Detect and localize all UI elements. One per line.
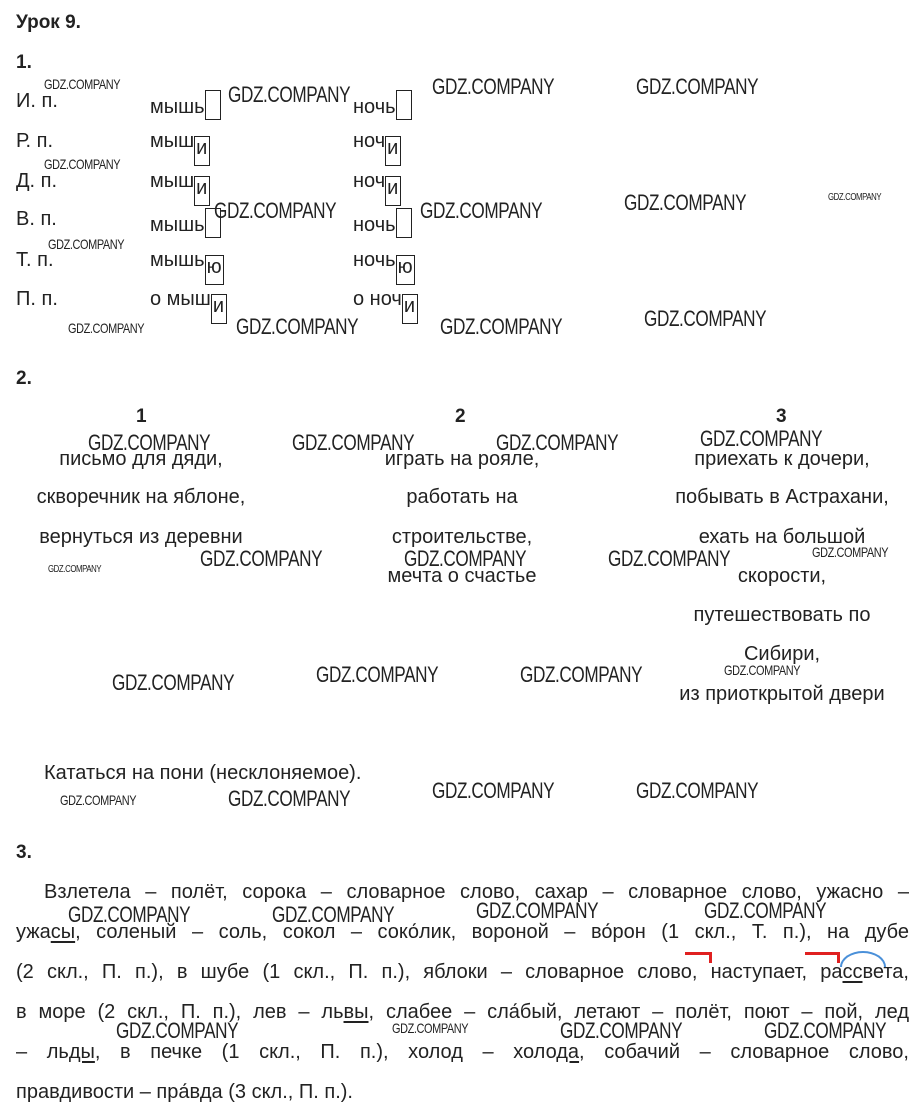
watermark-text: GDZ.COMPANY [644,306,767,331]
watermark-text: GDZ.COMPANY [272,902,395,927]
column-1-heading: 1 [136,406,147,427]
watermark-text: GDZ.COMPANY [828,192,882,203]
word-mouse-form: о мыш и [150,288,227,324]
case-label: И. п. [16,90,58,112]
prefix-marked-word-1: наступает [710,961,802,983]
ending-box: и [194,136,210,166]
watermark-text: GDZ.COMPANY [476,898,599,923]
word-night-form: ночь [353,208,412,238]
watermark-text: GDZ.COMPANY [214,198,337,223]
phrase: Сибири, [743,643,821,665]
paragraph-line: в море (2 скл., П. п.), лев – львы, слабее – сла́бый, летают – полёт, поют – пой, лед [16,1001,909,1023]
word-mouse-form: мыш и [150,170,210,206]
watermark-text: GDZ.COMPANY [88,430,211,455]
underlined-spelling: сс [842,961,863,983]
task-2-number: 2. [16,368,32,389]
phrase: вернуться из деревни [39,526,243,548]
watermark-text: GDZ.COMPANY [200,546,323,571]
task-3-number: 3. [16,842,32,863]
word-mouse-form: мышь ю [150,249,224,285]
phrase: скорости, [737,565,827,587]
watermark-text: GDZ.COMPANY [496,430,619,455]
column-2-heading: 2 [455,406,466,427]
paragraph-line: ужасы, соленый – соль, сокол – соко́лик, вороной – во́рон (1 скл., Т. п.), на дубе [16,921,909,943]
underlined-spelling: да [556,1041,580,1063]
watermark-text: GDZ.COMPANY [292,430,415,455]
watermark-text: GDZ.COMPANY [432,778,555,803]
prefix-mark [685,952,712,963]
watermark-text: GDZ.COMPANY [608,546,731,571]
task-1-number: 1. [16,52,32,73]
phrase: письмо для дяди, [59,448,223,470]
watermark-text: GDZ.COMPANY [764,1018,887,1043]
watermark-text: GDZ.COMPANY [60,792,137,808]
ending-box [396,90,412,120]
word-night-form: ноч и [353,170,401,206]
watermark-text: GDZ.COMPANY [44,156,121,172]
watermark-text: GDZ.COMPANY [812,544,889,560]
watermark-text: GDZ.COMPANY [228,82,351,107]
ending-box: и [385,136,401,166]
column-3-heading: 3 [776,406,787,427]
ending-box: и [385,176,401,206]
watermark-text: GDZ.COMPANY [48,236,125,252]
phrase: из приоткрытой двери [679,683,885,705]
watermark-text: GDZ.COMPANY [116,1018,239,1043]
watermark-text: GDZ.COMPANY [420,198,543,223]
word-night-form: ноч и [353,130,401,166]
watermark-text: GDZ.COMPANY [112,670,235,695]
phrase: ехать на большой [698,526,866,548]
underlined-spelling: ды [68,1041,95,1063]
case-label: Т. п. [16,249,54,271]
underlined-spelling: вы [343,1001,369,1023]
case-label: В. п. [16,208,57,230]
watermark-text: GDZ.COMPANY [700,426,823,451]
indeclinable-note: Кататься на пони (несклоняемое). [44,762,362,784]
ending-box: и [211,294,227,324]
word-night-form: о ноч и [353,288,418,324]
watermark-text: GDZ.COMPANY [48,564,102,575]
word-mouse-form: мышь [150,90,221,120]
ending-box [205,90,221,120]
phrase: приехать к дочери, [694,448,870,470]
phrase: путешествовать по [693,604,871,626]
paragraph-line: – льды, в печке (1 скл., П. п.), холод – холода, собачий – словарное слово, [16,1041,909,1063]
watermark-text: GDZ.COMPANY [704,898,827,923]
watermark-text: GDZ.COMPANY [68,320,145,336]
watermark-text: GDZ.COMPANY [316,662,439,687]
paragraph-line: правдивости – пра́вда (3 скл., П. п.). [16,1081,353,1103]
watermark-text: GDZ.COMPANY [624,190,747,215]
word-mouse-form: мышь [150,208,221,238]
watermark-text: GDZ.COMPANY [432,74,555,99]
phrase: мечта о счастье [387,565,537,587]
case-label: Р. п. [16,130,54,152]
ending-box: ю [205,255,224,285]
underlined-spelling: сы [50,921,76,943]
phrase: играть на рояле, [384,448,540,470]
ending-box [396,208,412,238]
word-night-form: ночь ю [353,249,415,285]
phrase: строительстве, [391,526,533,548]
watermark-text: GDZ.COMPANY [404,546,527,571]
watermark-text: GDZ.COMPANY [560,1018,683,1043]
watermark-text: GDZ.COMPANY [228,786,351,811]
prefix-mark [805,952,840,963]
watermark-text: GDZ.COMPANY [44,76,121,92]
phrase: работать на [406,486,518,508]
paragraph-line: Взлетела – полёт, сорока – словарное слово, сахар – словарное слово, ужасно – [44,881,909,903]
watermark-text: GDZ.COMPANY [520,662,643,687]
paragraph-line: (2 скл., П. п.), в шубе (1 скл., П. п.), яблоки – словарное слово, наступает, рассвета, [16,961,909,983]
word-mouse-form: мыш и [150,130,210,166]
watermark-text: GDZ.COMPANY [392,1020,469,1036]
case-label: Д. п. [16,170,58,192]
watermark-text: GDZ.COMPANY [724,662,801,678]
ending-box: и [194,176,210,206]
case-label: П. п. [16,288,58,310]
watermark-text: GDZ.COMPANY [68,902,191,927]
word-night-form: ночь [353,90,412,120]
watermark-text: GDZ.COMPANY [440,314,563,339]
ending-box: ю [396,255,415,285]
watermark-text: GDZ.COMPANY [636,778,759,803]
page-title: Урок 9. [16,12,81,33]
phrase: скворечник на яблоне, [36,486,246,508]
ending-box: и [402,294,418,324]
watermark-text: GDZ.COMPANY [636,74,759,99]
watermark-text: GDZ.COMPANY [236,314,359,339]
phrase: побывать в Астрахани, [675,486,889,508]
